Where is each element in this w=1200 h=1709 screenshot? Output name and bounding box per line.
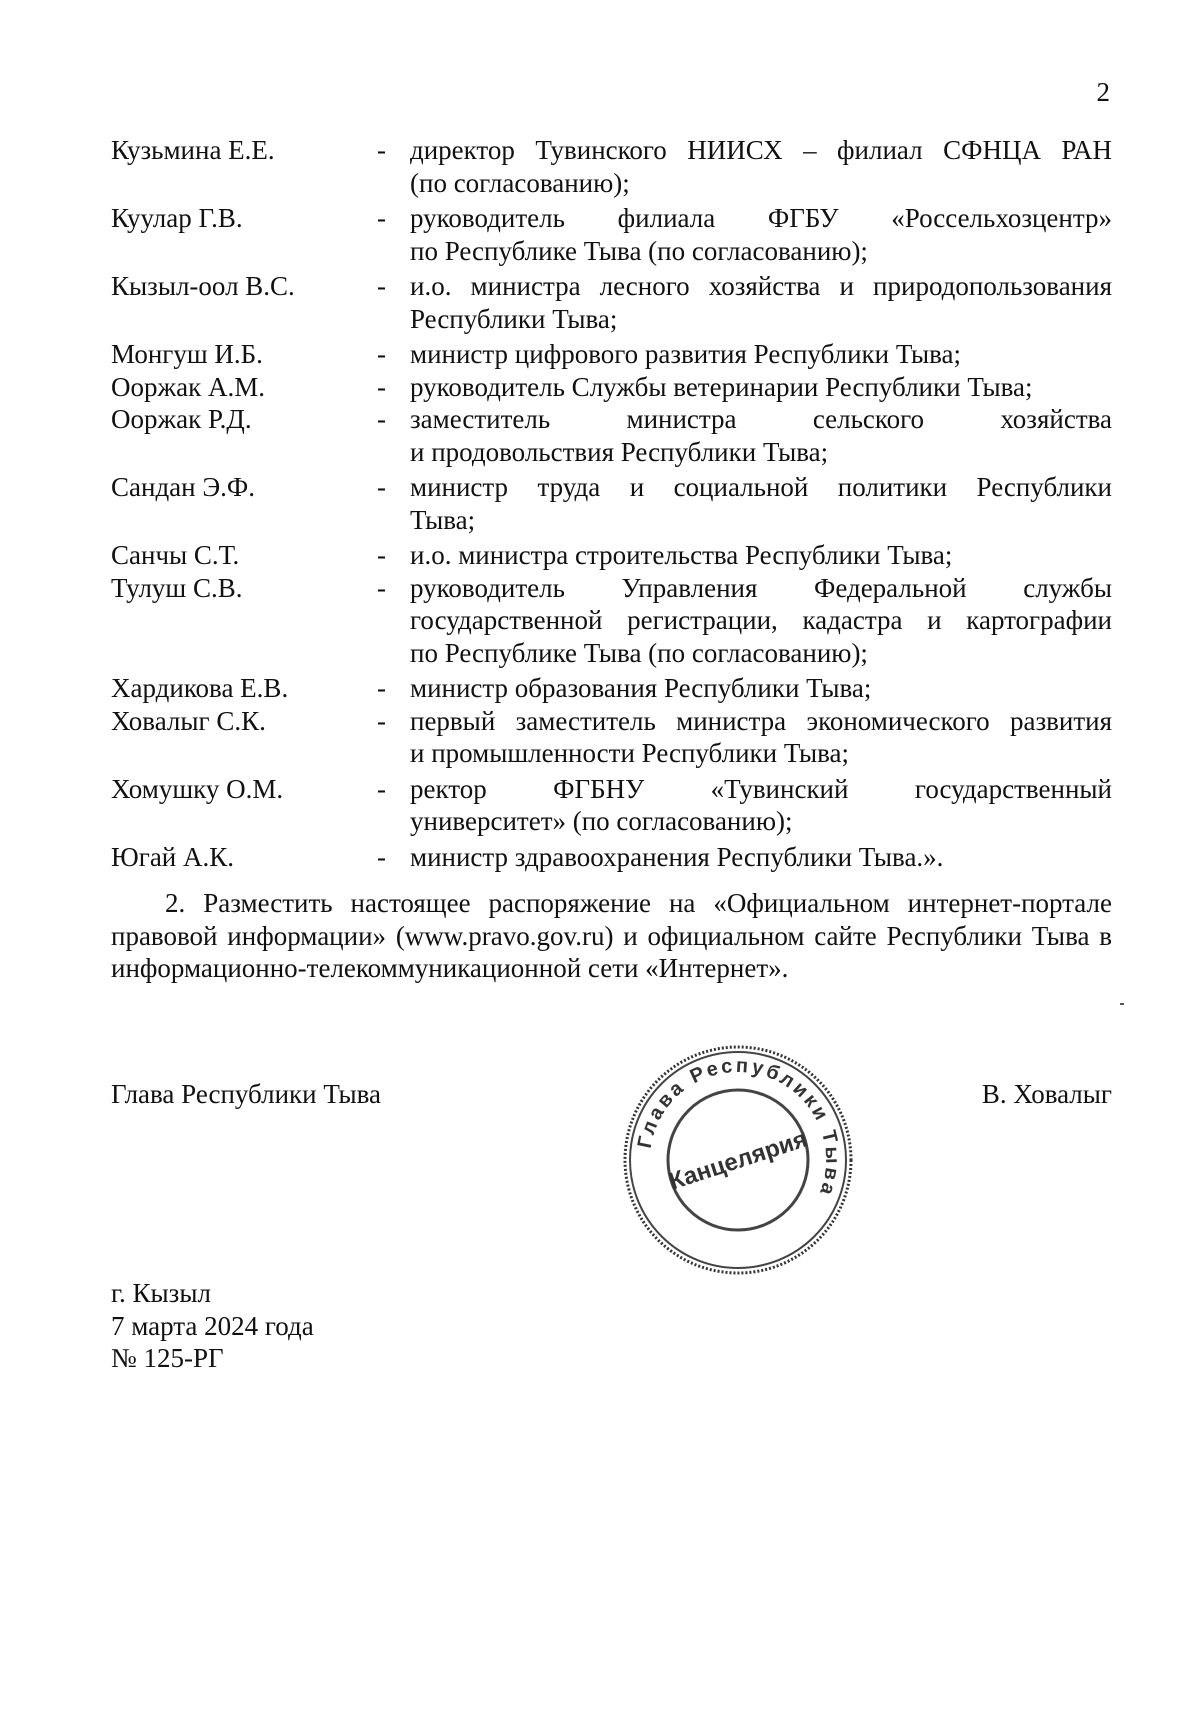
member-name: Кызыл-оол В.С. xyxy=(111,271,295,301)
member-row xyxy=(111,841,1112,874)
members-list xyxy=(111,134,1112,873)
member-dash: - xyxy=(377,371,386,402)
member-role-line: Тыва; xyxy=(410,504,476,535)
member-dash: - xyxy=(377,673,386,703)
member-role-line: Республики Тыва; xyxy=(410,303,618,334)
member-row xyxy=(111,773,1112,838)
member-role-line: заместитель министра сельского хозяйства xyxy=(410,404,1112,434)
member-role-line: (по согласованию); xyxy=(410,167,630,198)
member-name: Югай А.К. xyxy=(111,841,235,872)
member-role-line: министр здравоохранения Республики Тыва.». xyxy=(410,841,944,872)
member-row xyxy=(111,134,1112,199)
document-place: г. Кызыл xyxy=(111,1278,211,1308)
member-dash: - xyxy=(377,135,386,165)
member-row xyxy=(111,371,1112,404)
member-role-line: университет» (по согласованию); xyxy=(410,806,793,836)
member-role-line: ректор ФГБНУ «Тувинский государственный xyxy=(410,773,1112,804)
document-number: № 125-РГ xyxy=(111,1343,224,1373)
member-dash: - xyxy=(377,773,386,804)
member-dash: - xyxy=(377,705,386,736)
member-name: Тулуш С.В. xyxy=(111,572,243,603)
member-role-line: министр образования Республики Тыва; xyxy=(410,673,872,703)
member-row xyxy=(111,471,1112,536)
member-role-line: министр цифрового развития Республики Тыва; xyxy=(410,339,962,369)
member-role xyxy=(410,773,1112,838)
member-role xyxy=(410,403,1112,468)
member-role-line: и продовольствия Республики Тыва; xyxy=(410,436,829,467)
member-row xyxy=(111,270,1112,335)
member-dash: - xyxy=(377,841,386,872)
member-role-line: министр труда и социальной политики Республики xyxy=(410,472,1112,502)
member-role-line: и.о. министра лесного хозяйства и природопользования xyxy=(410,271,1112,301)
signatory-position: Глава Республики Тыва xyxy=(111,1079,382,1109)
member-role xyxy=(410,705,1112,770)
member-role-line: директор Тувинского НИИСХ – филиал СФНЦА РАН xyxy=(410,135,1112,165)
member-role-line: и.о. министра строительства Республики Тыва; xyxy=(410,540,953,570)
document-details xyxy=(111,1277,314,1375)
member-dash: - xyxy=(377,540,386,570)
member-role xyxy=(410,841,1112,874)
official-stamp xyxy=(618,1040,858,1280)
member-row xyxy=(111,338,1112,371)
member-role xyxy=(410,672,1112,705)
member-role xyxy=(410,338,1112,371)
member-role xyxy=(410,539,1112,572)
member-role xyxy=(410,572,1112,670)
member-dash: - xyxy=(377,271,386,301)
member-name: Ооржак А.М. xyxy=(111,371,266,402)
member-dash: - xyxy=(377,203,386,233)
member-name: Монгуш И.Б. xyxy=(111,339,263,369)
member-role-line: и промышленности Республики Тыва; xyxy=(410,738,850,768)
member-name: Куулар Г.В. xyxy=(111,203,243,233)
member-dash: - xyxy=(377,339,386,369)
member-role-line: государственной регистрации, кадастра и картографии xyxy=(410,605,1112,635)
scan-speck xyxy=(1120,1003,1124,1005)
member-role-line: руководитель Управления Федеральной службы xyxy=(410,572,1112,603)
member-row xyxy=(111,672,1112,705)
stamp-center-text: Канцелярия xyxy=(665,1125,811,1196)
member-dash: - xyxy=(377,572,386,603)
member-role xyxy=(410,270,1112,335)
signatory-name: В. Ховалыг xyxy=(981,1079,1112,1109)
member-row xyxy=(111,202,1112,267)
member-name: Ховалыг С.К. xyxy=(111,705,266,736)
member-role-line: руководитель Службы ветеринарии Республики Тыва; xyxy=(410,371,1033,402)
member-name: Кузьмина Е.Е. xyxy=(111,135,275,165)
member-role xyxy=(410,371,1112,404)
member-row xyxy=(111,539,1112,572)
member-dash: - xyxy=(377,472,386,502)
member-row xyxy=(111,403,1112,468)
publication-paragraph: 2. Разместить настоящее распоряжение на «Официальном интернет-портале правовой информации» (www.pravo.gov.ru) и официальном сайте Республики Тыва в информационно-телекоммуникационной сети «Интернет». xyxy=(111,888,1112,983)
member-role xyxy=(410,471,1112,536)
member-role-line: руководитель филиала ФГБУ «Россельхозцентр» xyxy=(410,203,1112,233)
member-row xyxy=(111,705,1112,770)
member-dash: - xyxy=(377,404,386,434)
member-name: Сандан Э.Ф. xyxy=(111,472,256,502)
member-role-line: первый заместитель министра экономического развития xyxy=(410,705,1112,736)
stamp-ring-textpath: Глава Республики Тыва xyxy=(633,1054,844,1201)
member-role-line: по Республике Тыва (по согласованию); xyxy=(410,637,868,668)
member-role-line: по Республике Тыва (по согласованию); xyxy=(410,235,868,266)
member-role xyxy=(410,202,1112,267)
member-name: Хомушку О.М. xyxy=(111,773,284,804)
document-date: 7 марта 2024 года xyxy=(111,1310,314,1341)
member-row xyxy=(111,572,1112,670)
page-number: 2 xyxy=(1096,77,1110,107)
member-name: Хардикова Е.В. xyxy=(111,673,289,703)
stamp-ring-text xyxy=(634,1055,844,1201)
member-role xyxy=(410,134,1112,199)
member-name: Санчы С.Т. xyxy=(111,540,240,570)
member-name: Ооржак Р.Д. xyxy=(111,404,252,434)
